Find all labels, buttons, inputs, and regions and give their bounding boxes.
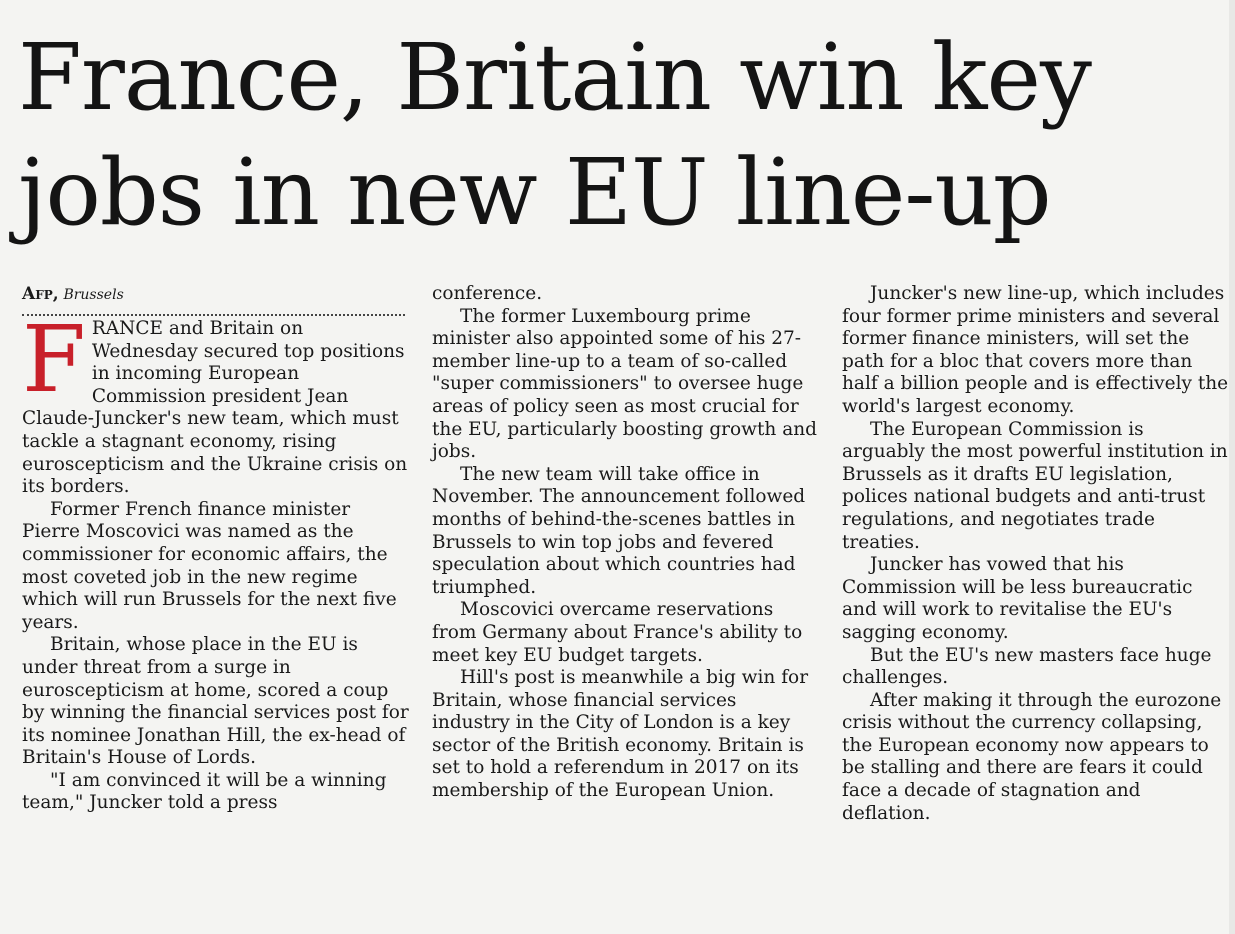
article-column-3 <box>842 283 1230 825</box>
paragraph: Britain, whose place in the EU is under threat from a surge in euroscepticism at home, scored a coup by winning the financial services post for its nominee Jonathan Hill, the ex-head of Britain's House of Lords. <box>22 634 409 769</box>
paragraph: Hill's post is meanwhile a big win for Britain, whose financial services industry in the City of London is a key sector of the British economy. Britain is set to hold a referendum in 2017 on its membership of the European Union. <box>432 667 809 802</box>
lead-paragraph-text: RANCE and Britain on Wednesday secured top positions in incoming European Commission president Jean Claude-Juncker's new team, which must tackle a stagnant economy, rising euroscepticism and the Ukraine crisis on its borders. <box>22 318 408 498</box>
byline-agency: Afp, <box>22 284 59 304</box>
paragraph: Juncker has vowed that his Commission will be less bureaucratic and will work to revitalise the EU's sagging economy. <box>842 554 1193 643</box>
article-column-2 <box>432 283 820 803</box>
drop-cap: F <box>22 306 86 413</box>
article-column-1 <box>22 283 410 815</box>
paragraph: After making it through the eurozone crisis without the currency collapsing, the European economy now appears to be stalling and there are fears it could face a decade of stagnation and deflation. <box>842 689 1222 824</box>
headline-line-1: France, Britain win key <box>18 24 1091 131</box>
byline <box>22 283 410 305</box>
paragraph: But the EU's new masters face huge challenges. <box>842 644 1212 689</box>
paragraph: Former French finance minister Pierre Moscovici was named as the commissioner for economic affairs, the most coveted job in the new regime which will run Brussels for the next five years. <box>22 498 397 633</box>
byline-place: Brussels <box>63 287 124 303</box>
page-edge <box>1229 0 1235 934</box>
paragraph: The new team will take office in November. The announcement followed months of behind-the-scenes battles in Brussels to win top jobs and fevered speculation about which countries had triumphed. <box>432 463 806 598</box>
paragraph: The former Luxembourg prime minister also appointed some of his 27-member line-up to a team of so-called "super commissioners" to oversee huge areas of policy seen as most crucial for the EU, particularly boosting growth and jobs. <box>432 305 817 463</box>
paragraph: "I am convinced it will be a winning team," Juncker told a press <box>22 769 387 814</box>
lead-paragraph <box>22 306 410 499</box>
article-headline <box>18 20 1218 250</box>
headline-line-2: jobs in new EU line-up <box>18 139 1051 246</box>
paragraph: The European Commission is arguably the most powerful institution in Brussels as it drafts EU legislation, polices national budgets and anti-trust regulations, and negotiates trade treaties. <box>842 418 1228 553</box>
paragraph: Juncker's new line-up, which includes four former prime ministers and several former finance ministers, will set the path for a bloc that covers more than half a billion people and is effectively the world's largest economy. <box>842 283 1229 417</box>
paragraph-continuation: conference. <box>432 283 543 304</box>
paragraph: Moscovici overcame reservations from Germany about France's ability to meet key EU budget targets. <box>432 599 803 666</box>
